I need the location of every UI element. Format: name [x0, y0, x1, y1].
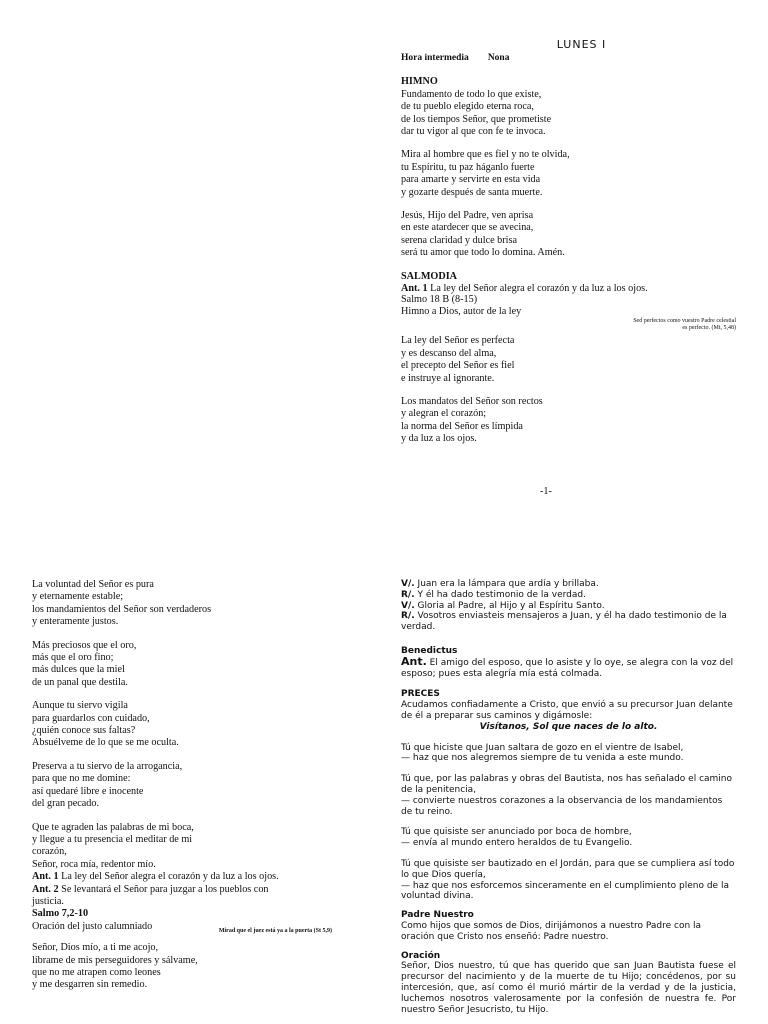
preces-heading: PRECES — [401, 689, 440, 700]
verse-line: para que no me domine: — [32, 773, 131, 785]
verse-line: Los mandatos del Señor son rectos — [401, 395, 543, 407]
hora-label: Hora intermedia — [401, 53, 469, 63]
verse-line: Preserva a tu siervo de la arrogancia, — [32, 760, 183, 772]
psalm-stanza — [32, 942, 332, 992]
padre-nuestro-heading: Padre Nuestro — [401, 910, 474, 921]
page-2-left — [32, 579, 332, 992]
response-mark: R/. — [401, 589, 415, 600]
quote-line: es perfecto. (Mt, 5,48) — [682, 325, 736, 332]
preces-item — [401, 827, 736, 849]
verse-line: la norma del Señor es límpida — [401, 420, 523, 432]
verse-line: así quedaré libre e inocente — [32, 785, 144, 797]
page-number: -1- — [540, 486, 552, 497]
antiphon-label: Ant. — [401, 654, 427, 668]
himno-stanza — [401, 210, 736, 260]
verse-line: Señor, Dios mío, a ti me acojo, — [32, 942, 159, 954]
verse-line: de tu pueblo elegido eterna roca, — [401, 101, 534, 113]
responsory-line — [401, 601, 736, 612]
antiphon-2 — [32, 884, 297, 909]
verse-line: y llegue a tu presencia el meditar de mi — [32, 833, 193, 845]
psalm-stanza — [32, 640, 332, 690]
preces-response-line: — haz que nos esforcemos sinceramente en el cumplimiento pleno de la voluntad divina. — [401, 880, 729, 902]
verse-line: Jesús, Hijo del Padre, ven aprisa — [401, 210, 534, 222]
responsory-line — [401, 590, 736, 601]
benedictus-heading: Benedictus — [401, 645, 458, 656]
benedictus-antiphon — [401, 654, 736, 680]
verse-line: La ley del Señor es perfecta — [401, 335, 515, 347]
antiphon-label: Ant. 1 — [401, 283, 428, 295]
preces-response-line: — haz que nos alegremos siempre de tu venida a este mundo. — [401, 753, 684, 764]
antiphon-text: La ley del Señor alegra el corazón y da luz a los ojos. — [430, 283, 648, 295]
preces-response: Visítanos, Sol que naces de lo alto. — [479, 721, 658, 732]
preces-response-line: — convierte nuestros corazones a la observancia de los mandamientos de tu reino. — [401, 795, 723, 817]
verse-line: Aunque tu siervo vigila — [32, 700, 128, 712]
preces-petition: Tú que quisiste ser bautizado en el Jordán, para que se cumpliera así todo lo que Dios quería, — [401, 858, 735, 880]
padre-nuestro-text: Como hijos que somos de Dios, dirijámonos a nuestro Padre con la oración que Cristo nos enseñó: Padre nuestro. — [401, 920, 702, 942]
responsory-line — [401, 579, 736, 590]
preces-item — [401, 743, 736, 765]
verse-line: líbrame de mis perseguidores y sálvame, — [32, 954, 198, 966]
psalm-title: Oración del justo calumniado — [32, 920, 153, 932]
preces-item — [401, 774, 736, 817]
verse-line: Que te agraden las palabras de mi boca, — [32, 821, 194, 833]
verse-line: los mandamientos del Señor son verdaderos — [32, 603, 212, 615]
responsory-text: Juan era la lámpara que ardía y brillaba. — [417, 579, 599, 589]
preces-petition: Tú que, por las palabras y obras del Bautista, nos has señalado el camino de la penitencia, — [401, 774, 733, 795]
himno-stanza — [401, 89, 736, 139]
verse-line: dar tu vigor al que con fe te invoca. — [401, 126, 546, 138]
verse-line: Absuélveme de lo que se me oculta. — [32, 737, 179, 749]
psalm-stanza — [32, 822, 332, 872]
verse-line: e instruye al ignorante. — [401, 372, 495, 384]
verse-line: Señor, roca mía, redentor mío. — [32, 858, 156, 870]
antiphon-text: Se levantará el Señor para juzgar a los pueblos con justicia. — [32, 883, 269, 907]
verse-line: Mira al hombre que es fiel y no te olvida, — [401, 149, 570, 161]
page-1 — [401, 38, 736, 446]
responsory-line — [401, 611, 736, 633]
verse-line: y me desgarren sin remedio. — [32, 979, 148, 991]
himno-stanza — [401, 149, 736, 199]
verse-line: y enteramente justos. — [32, 616, 119, 628]
verse-line: será tu amor que todo lo domina. Amén. — [401, 247, 565, 259]
psalm-reference: Salmo 7,2-10 — [32, 908, 89, 920]
verse-line: de un panal que destila. — [32, 676, 128, 688]
psalm-title: Himno a Dios, autor de la ley — [401, 305, 522, 317]
verse-line: para guardarlos con cuidado, — [32, 712, 150, 724]
preces-petition: Tú que hiciste que Juan saltara de gozo en el vientre de Isabel, — [401, 742, 684, 753]
psalm-stanza — [32, 579, 332, 629]
antiphon-text: La ley del Señor alegra el corazón y da luz a los ojos. — [61, 871, 279, 883]
hora-line — [401, 52, 736, 64]
verse-line: ¿quién conoce sus faltas? — [32, 725, 136, 737]
verse-line: Más preciosos que el oro, — [32, 639, 137, 651]
preces-item — [401, 859, 736, 902]
page-title: LUNES I — [556, 38, 607, 51]
verse-line: y da luz a los ojos. — [401, 433, 477, 445]
verse-line: más dulces que la miel — [32, 664, 125, 676]
verse-line: serena claridad y dulce brisa — [401, 234, 517, 246]
psalm-reference: Salmo 18 B (8-15) — [401, 293, 478, 305]
responsory — [401, 579, 736, 633]
salmodia-heading: SALMODIA — [401, 270, 458, 282]
antiphon-text: El amigo del esposo, que lo asiste y lo oye, se alegra con la voz del esposo; pues esta alegría mía está colmada. — [401, 657, 734, 679]
psalm-stanza — [401, 396, 736, 446]
psalm-stanza — [32, 700, 332, 750]
verse-line: y gozarte después de santa muerte. — [401, 186, 543, 198]
response-mark: R/. — [401, 611, 415, 622]
responsory-text: Vosotros enviasteis mensajeros a Juan, y él ha dado testimonio de la verdad. — [401, 611, 727, 633]
verse-line: y es descanso del alma, — [401, 347, 497, 359]
verse-line: más que el oro fino; — [32, 652, 114, 664]
quote-line: Sed perfectos como vuestro Padre celestial — [633, 318, 736, 325]
psalm-stanza — [32, 761, 332, 811]
verse-line: corazón, — [32, 846, 67, 858]
verse-line: tu Espíritu, tu paz háganlo fuerte — [401, 161, 535, 173]
verse-line: y eternamente estable; — [32, 591, 124, 603]
antiphon-label: Ant. 2 — [32, 883, 59, 895]
verse-line: y alegran el corazón; — [401, 408, 487, 420]
verse-line: del gran pecado. — [32, 798, 100, 810]
preces-petition: Tú que quisiste ser anunciado por boca de hombre, — [401, 827, 632, 838]
responsory-text: Y él ha dado testimonio de la verdad. — [417, 589, 586, 600]
himno-heading: HIMNO — [401, 76, 438, 88]
page-2-right — [401, 579, 736, 1015]
preces-response-line: — envía al mundo entero heraldos de tu Evangelio. — [401, 838, 633, 849]
verse-line: de los tiempos Señor, que prometiste — [401, 113, 552, 125]
verse-line: que no me atrapen como leones — [32, 966, 161, 978]
verse-line: Fundamento de todo lo que existe, — [401, 88, 542, 100]
hora-name: Nona — [487, 53, 510, 63]
verse-line: La voluntad del Señor es pura — [32, 579, 154, 590]
oracion-text: Señor, Dios nuestro, tú que has querido que san Juan Bautista fuese el precursor del nacimiento y de la muerte de tu Hijo; concédenos, por su intercesión, que, así como él murió mártir de la verdad y de la justicia, luchemos nosotros valerosamente por la confesión de nuestra fe. Por nuestro Señor Jesucristo, tu Hijo. — [401, 961, 736, 1015]
psalm-stanza — [401, 335, 736, 385]
himno — [401, 89, 736, 260]
psalm-quote — [401, 318, 736, 332]
versicle-mark: V/. — [401, 600, 415, 611]
verse-line: el precepto del Señor es fiel — [401, 360, 515, 372]
antiphon-1-repeat — [32, 871, 332, 883]
oracion-heading: Oración — [401, 950, 441, 961]
antiphon-label: Ant. 1 — [32, 871, 59, 883]
psalm-quote: Mirad que el juez está ya a la puerta (St 5,9) — [218, 928, 332, 935]
verse-line: en este atardecer que se avecina, — [401, 222, 534, 234]
versicle-mark: V/. — [401, 579, 415, 589]
preces-intro: Acudamos confiadamente a Cristo, que envió a su precursor Juan delante de él a preparar sus caminos y digámosle: — [401, 700, 733, 721]
responsory-text: Gloria al Padre, al Hijo y al Espíritu Santo. — [417, 600, 605, 611]
verse-line: para amarte y servirte en esta vida — [401, 174, 541, 186]
